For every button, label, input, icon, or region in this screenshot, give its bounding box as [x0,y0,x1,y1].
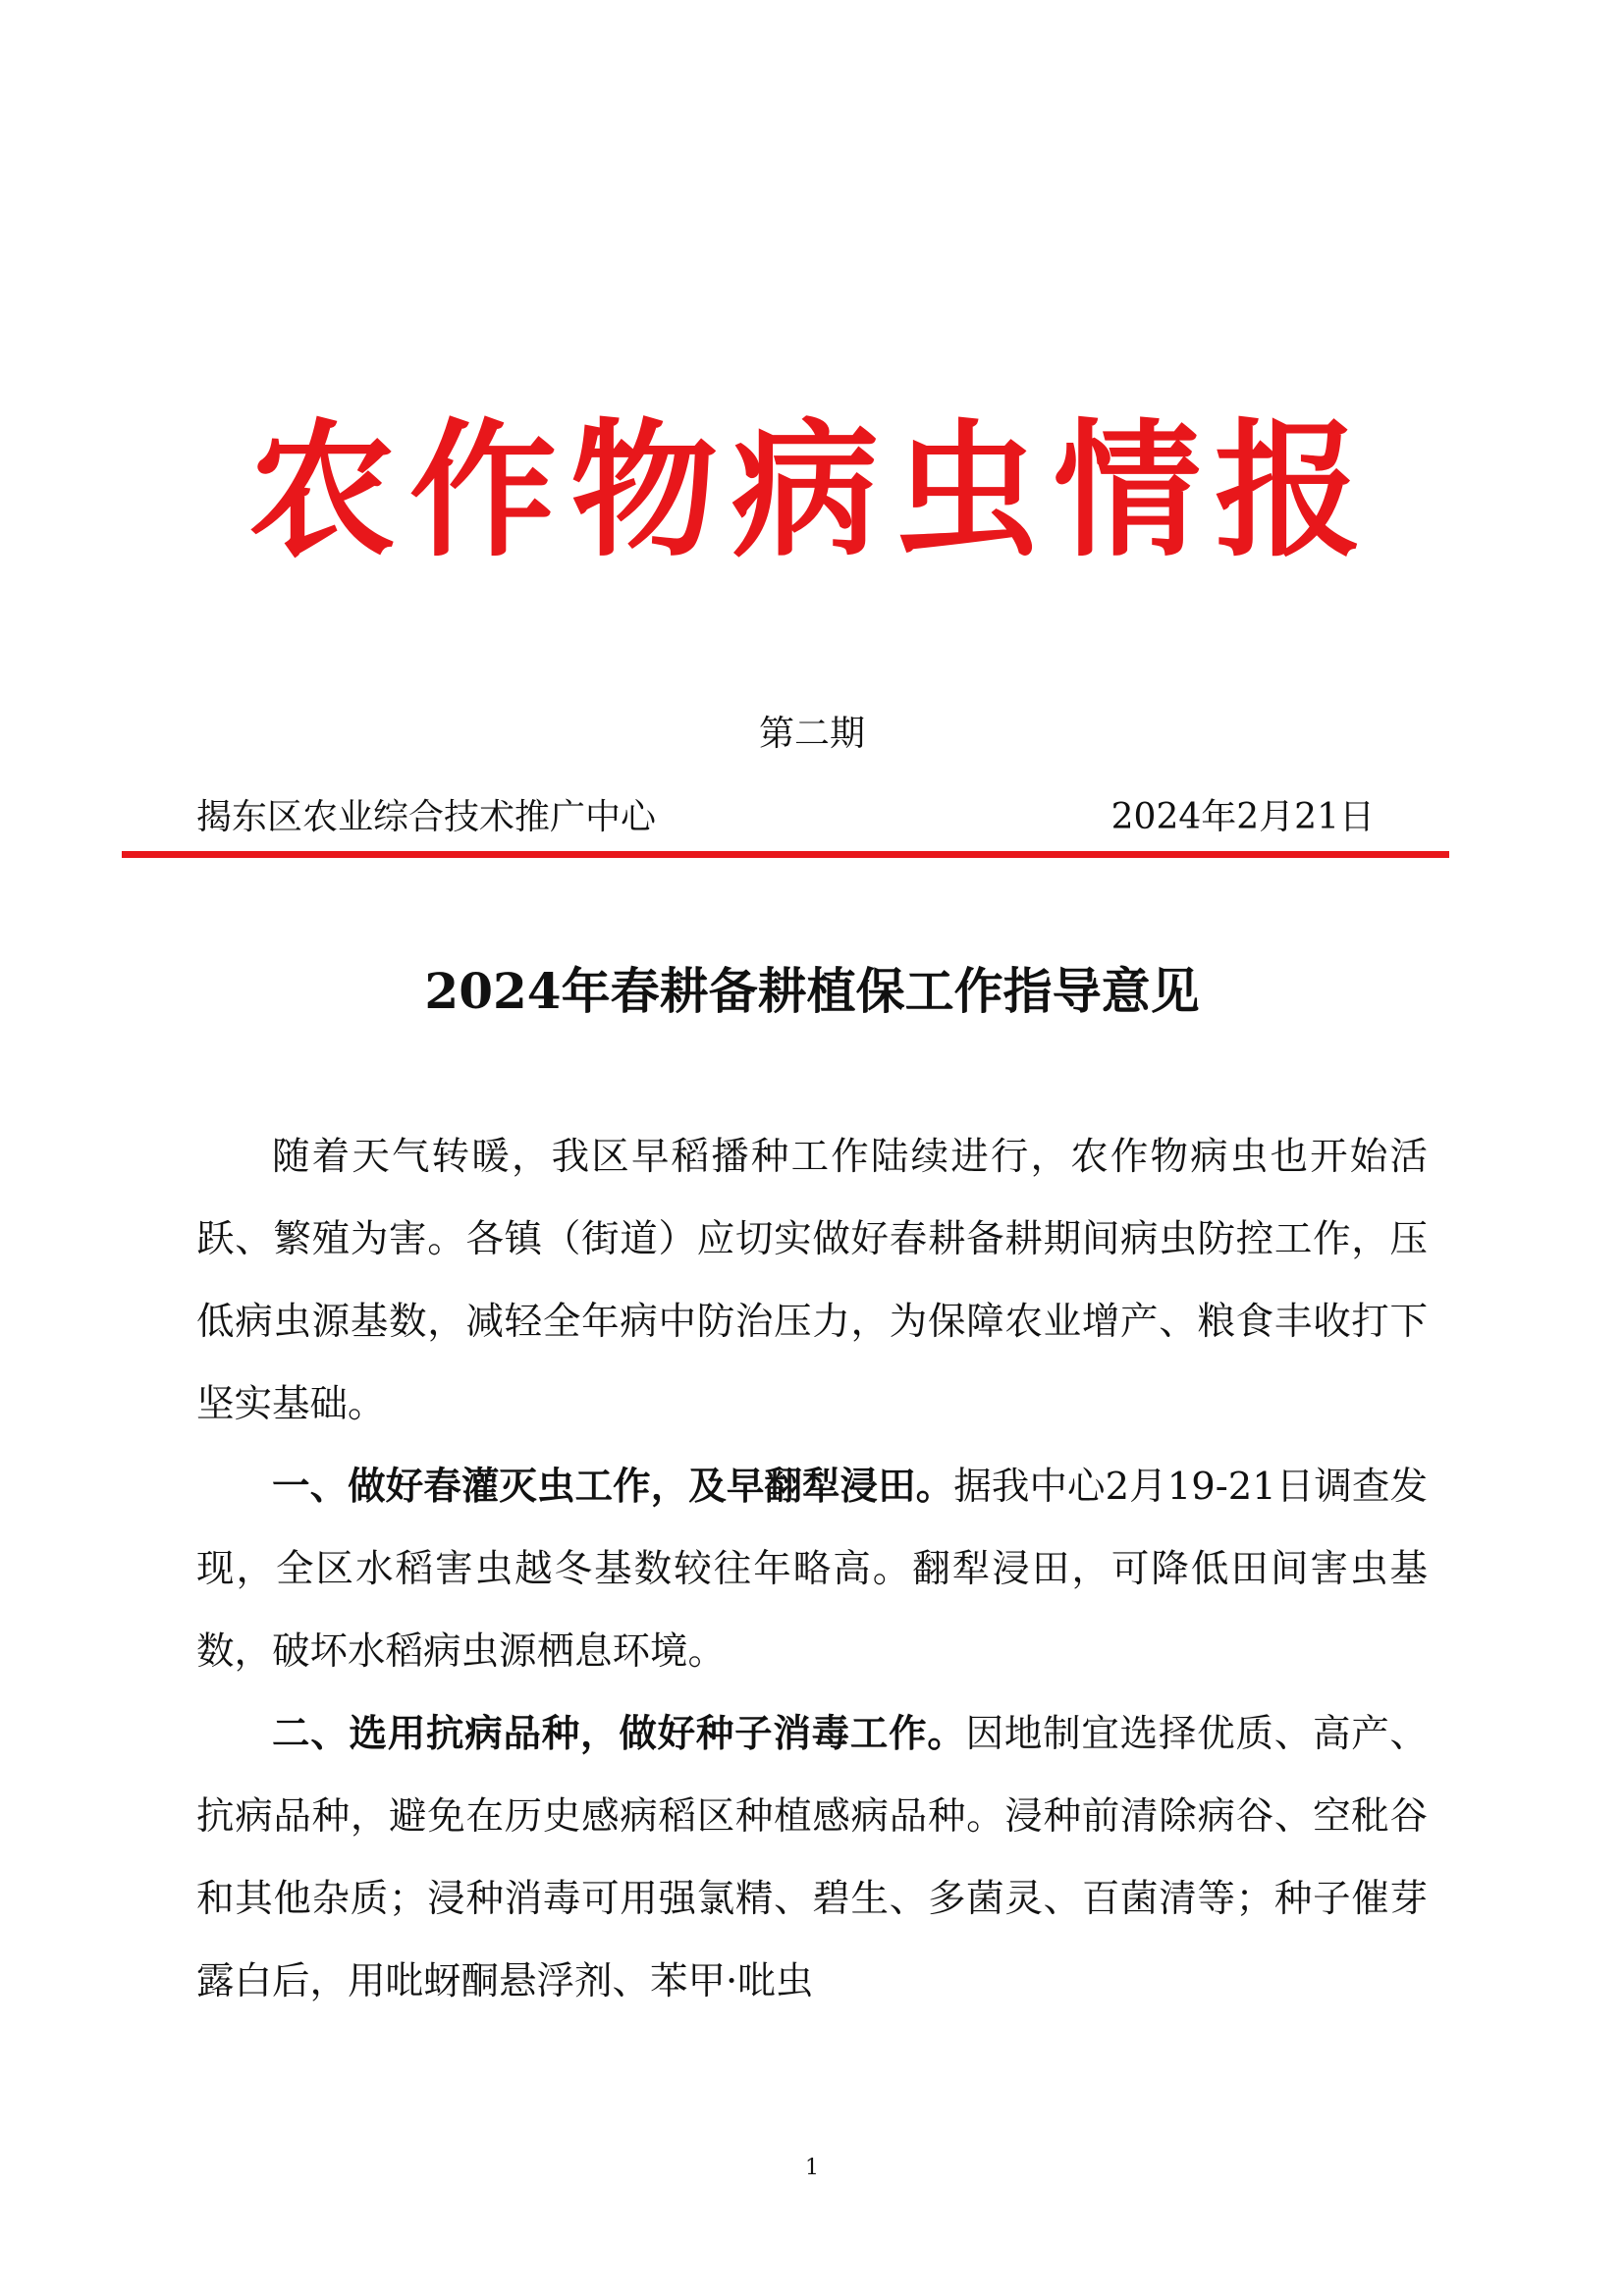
issue-number: 第二期 [758,714,865,754]
section-heading-1: 一、做好春灌灭虫工作，及早翻犁浸田。 [272,1465,954,1509]
section-heading-2: 二、选用抗病品种，做好种子消毒工作。 [272,1712,966,1756]
paragraph-text: 因地制宜选择优质、高产、抗病品种，避免在历史感病稻区种植感病品种。浸种前清除病谷、空秕谷和其他杂质；浸种消毒可用强氯精、碧生、多菌灵、百菌清等；种子催芽露白后，用吡蚜酮悬浮剂、苯甲·吡虫 [196,1712,1428,2003]
document-title: 2024年春耕备耕植保工作指导意见 [424,962,1200,1020]
document-body [196,1116,1428,2023]
page-number: 1 [805,2156,819,2180]
publisher-org: 揭东区农业综合技术推广中心 [196,797,657,837]
paragraph-text: 随着天气转暖，我区早稻播种工作陆续进行，农作物病虫也开始活跃、繁殖为害。各镇（街道）应切实做好春耕备耕期间病虫防控工作，压低病虫源基数，减轻全年病中防治压力，为保障农业增产、粮食丰收打下坚实基础。 [196,1135,1428,1426]
red-divider-rule [122,851,1449,858]
paragraph-section-2 [196,1693,1428,2023]
paragraph-intro [196,1116,1428,1446]
masthead-title: 农作物病虫情报 [247,404,1376,577]
publish-date: 2024年2月21日 [1110,797,1375,837]
paragraph-section-1 [196,1446,1428,1693]
paragraph-text: 据我中心2月19-21日调查发现，全区水稻害虫越冬基数较往年略高。翻犁浸田，可降低田间害虫基数，破坏水稻病虫源栖息环境。 [196,1465,1428,1674]
